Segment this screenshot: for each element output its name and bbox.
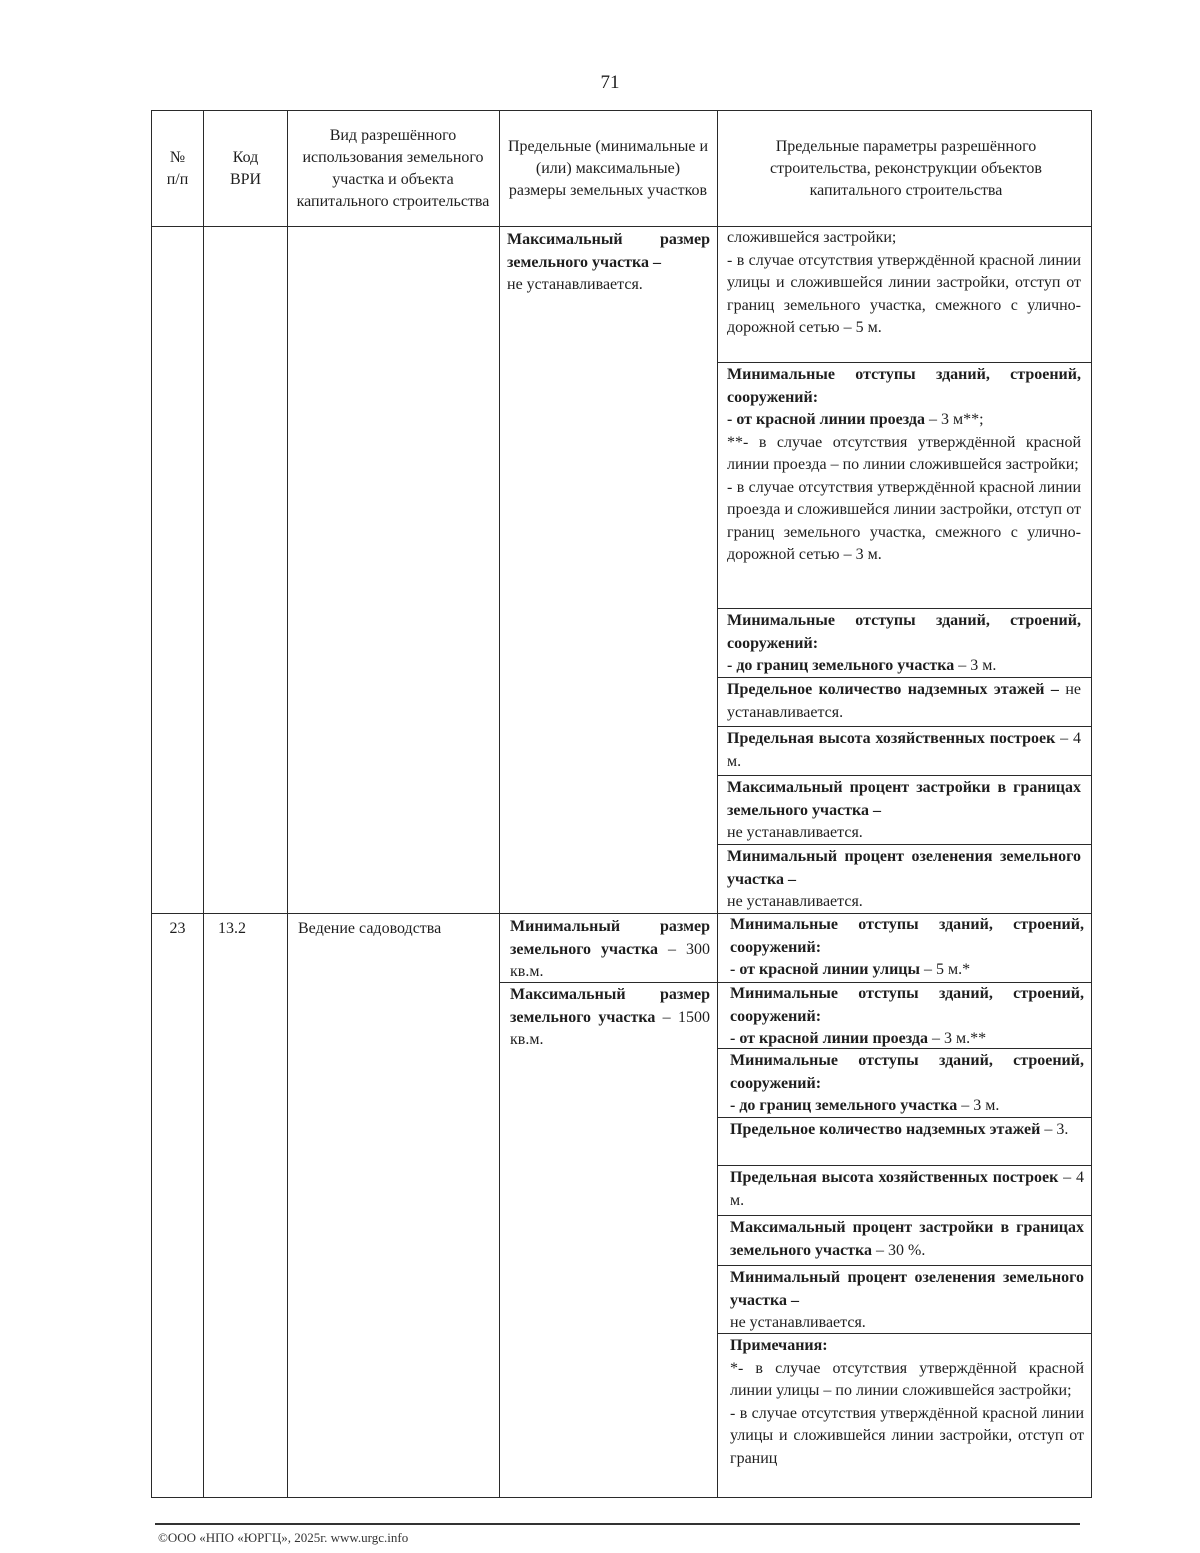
row23-use: Ведение садоводства bbox=[298, 920, 442, 937]
prev-param-6: Максимальный процент застройки в границах земельного участка – не устанавливается. bbox=[727, 779, 1081, 841]
cell-divider bbox=[717, 1265, 1092, 1266]
header-params: Предельные параметры разрешённого строительства, реконструкции объектов капитального строительства bbox=[770, 137, 1042, 199]
footer-rule bbox=[155, 1523, 1080, 1525]
cell-divider bbox=[717, 1165, 1092, 1166]
cell-divider bbox=[717, 1215, 1092, 1216]
row23-param-1: Минимальные отступы зданий, строений, сооружений: - от красной линии улицы – 5 м.* bbox=[730, 916, 1084, 978]
prev-param-1: сложившейся застройки; - в случае отсутствия утверждённой красной линии улицы и сложившейся линии застройки, отступ от границ земельного участка, смежного с улично-дорожной сетью – 5 м. bbox=[727, 229, 1081, 336]
cell-divider bbox=[717, 362, 1092, 363]
col-divider bbox=[203, 110, 204, 1498]
row23-param-4: Предельное количество надземных этажей – 3. bbox=[730, 1121, 1069, 1138]
row23-size-max: Максимальный размер земельного участка – 1500 кв.м. bbox=[510, 986, 710, 1048]
row23-param-3: Минимальные отступы зданий, строений, сооружений: - до границ земельного участка – 3 м. bbox=[730, 1052, 1084, 1114]
header-code: Код ВРИ bbox=[229, 148, 262, 188]
header-use: Вид разрешённого использования земельного участка и объекта капитального строительства bbox=[296, 126, 490, 210]
col-divider bbox=[287, 110, 288, 1498]
page-number: 71 bbox=[600, 72, 620, 93]
prev-size-max: Максимальный размер земельного участка – не устанавливается. bbox=[507, 231, 710, 293]
row23-size-min: Минимальный размер земельного участка – 300 кв.м. bbox=[510, 918, 711, 980]
header-num: № п/п bbox=[166, 148, 189, 188]
col-divider bbox=[499, 110, 500, 1498]
row23-param-6: Максимальный процент застройки в границах земельного участка – 30 %. bbox=[730, 1219, 1084, 1259]
cell-divider bbox=[717, 608, 1092, 609]
row23-code: 13.2 bbox=[218, 920, 246, 937]
footer-copyright: ©ООО «НПО «ЮРГЦ», 2025г. www.urgc.info bbox=[158, 1530, 409, 1545]
cell-divider bbox=[717, 775, 1092, 776]
prev-param-4: Предельное количество надземных этажей – не устанавливается. bbox=[727, 681, 1081, 721]
prev-param-7: Минимальный процент озеленения земельного участка – не устанавливается. bbox=[727, 848, 1081, 910]
row23-param-2: Минимальные отступы зданий, строений, сооружений: - от красной линии проезда – 3 м.** bbox=[730, 985, 1084, 1047]
col-divider bbox=[717, 110, 718, 1498]
row23-param-7: Минимальный процент озеленения земельного участка – не устанавливается. bbox=[730, 1269, 1084, 1331]
row23-num: 23 bbox=[169, 920, 186, 937]
prev-param-2: Минимальные отступы зданий, строений, сооружений: - от красной линии проезда – 3 м**; **- в случае отсутствия утверждённой красной линии проезда – по линии сложившейся застройки; - в случае отсутствия утверждённой красной линии проезда и сложившейся линии застройки, отступ от границ земельного участка, смежного с улично-дорожной сетью – 3 м. bbox=[727, 366, 1081, 563]
prev-param-3: Минимальные отступы зданий, строений, сооружений: - до границ земельного участка – 3 м. bbox=[727, 612, 1081, 674]
row23-notes: Примечания: *- в случае отсутствия утверждённой красной линии улицы – по линии сложившейся застройки; - в случае отсутствия утверждённой красной линии улицы и сложившейся линии застройки, отступ от границ bbox=[730, 1337, 1084, 1467]
header-sizes: Предельные (минимальные и (или) максимальные) размеры земельных участков bbox=[507, 137, 709, 199]
prev-param-5: Предельная высота хозяйственных построек – 4 м. bbox=[727, 730, 1081, 770]
row23-param-5: Предельная высота хозяйственных построек – 4 м. bbox=[730, 1169, 1084, 1209]
cell-divider bbox=[717, 726, 1092, 727]
